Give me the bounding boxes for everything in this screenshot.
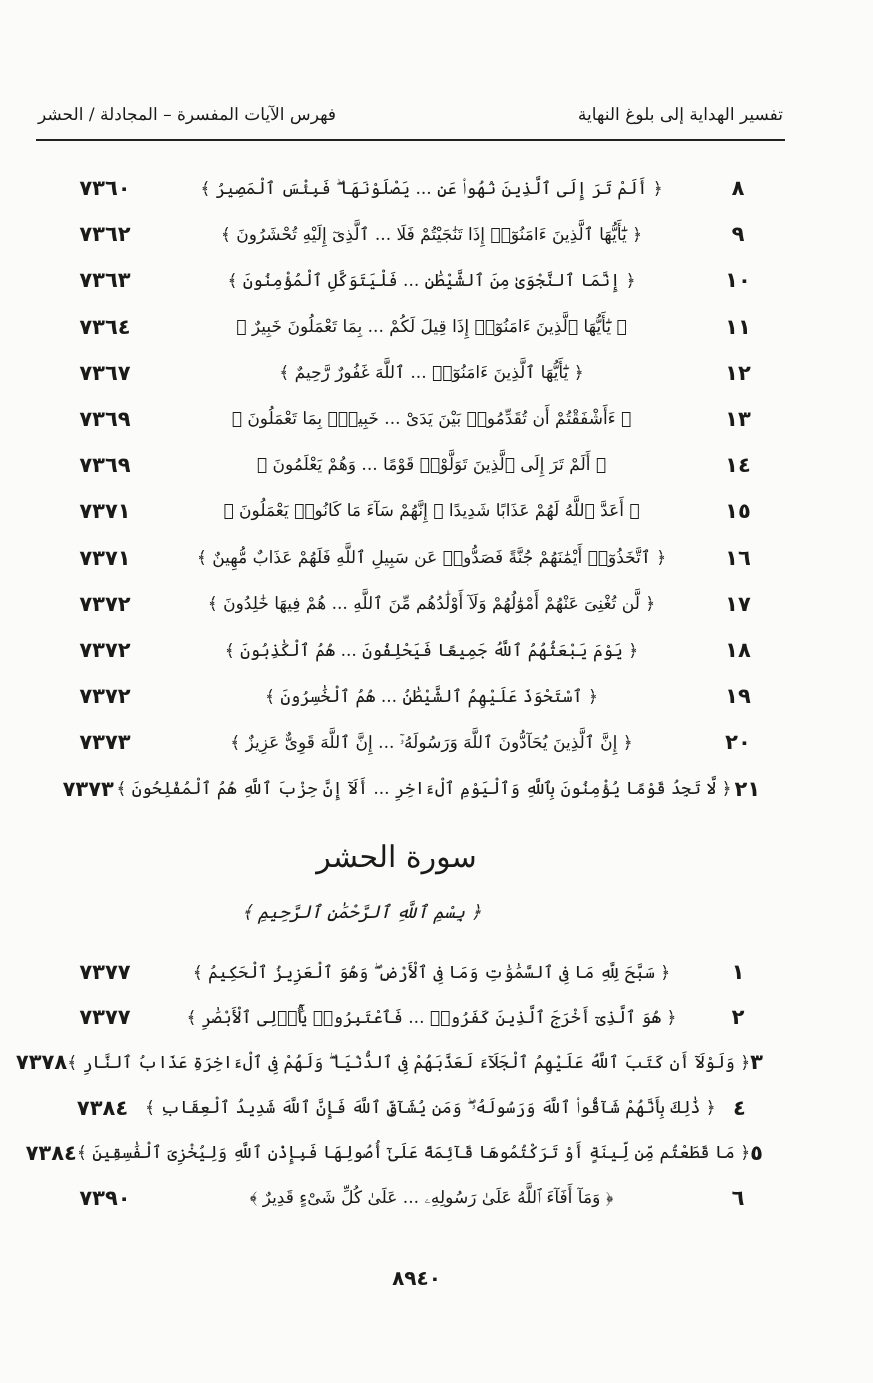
verse-text: ﴿ يَوْمَ يَبْعَثُهُمُ ٱللَّهُ جَمِيعًا فَيَحْلِفُونَ ... هُمُ ٱلْكَٰذِبُونَ ﴾ [224, 640, 639, 661]
section-title: فهرس الآيات المفسرة – المجادلة / الحشر [38, 105, 337, 125]
verse-number: ٣ [750, 1050, 763, 1075]
index-row [60, 584, 763, 624]
page-reference: ٧٣٧٨ [15, 1050, 68, 1075]
index-row [60, 1088, 763, 1128]
verse-number: ٢٠ [725, 730, 751, 755]
verse-number: ٩ [731, 222, 745, 247]
index-row [60, 399, 763, 439]
index-row [60, 214, 763, 254]
index-row [60, 676, 763, 716]
verse-text: ﴿ لَّا تَجِدُ قَوْمًا يُؤْمِنُونَ بِٱللَّهِ وَٱلْيَوْمِ ٱلْءَاخِرِ ... أَلَآ إِنَّ حِزْبَ ٱللَّهِ هُمُ ٱلْمُفْلِحُونَ ﴾ [116, 779, 732, 800]
verse-text: ﴿ ٱسْتَحْوَذَ عَلَيْهِمُ ٱلشَّيْطَٰنُ ... هُمُ ٱلْخَٰسِرُونَ ﴾ [265, 686, 598, 707]
index-row [60, 538, 763, 578]
verse-text: ﴿ ذَٰلِكَ بِأَنَّهُمْ شَآقُّوا۟ ٱللَّهَ وَرَسُولَهُۥ ۖ وَمَن يُشَآقِّ ٱللَّهَ فَإِنَّ ٱللَّهَ شَدِيدُ ٱلْعِقَابِ ﴾ [145, 1098, 716, 1119]
page-reference: ٧٣٧٢ [79, 684, 131, 709]
verse-number: ١٧ [725, 591, 751, 616]
page-reference: ٧٣٦٠ [79, 176, 131, 200]
verse-text: ﴿ سَبَّحَ لِلَّهِ مَا فِى ٱلسَّمَٰوَٰتِ وَمَا فِى ٱلْأَرْضِ ۖ وَهُوَ ٱلْعَزِيزُ ٱلْحَكِيمُ ﴾ [192, 962, 671, 983]
verse-number: ١ [731, 960, 745, 984]
header-rule [36, 139, 785, 141]
verse-text: ﴿ ءَأَشْفَقْتُمْ أَن تُقَدِّمُوا۟ بَيْنَ يَدَىْ ... خَبِيرٌۢ بِمَا تَعْمَلُونَ ﴾ [231, 409, 632, 429]
page-reference: ٧٣٦٢ [79, 222, 131, 247]
index-row [15, 1042, 763, 1082]
verse-number: ٤ [732, 1095, 746, 1120]
verse-number: ١٩ [725, 684, 751, 709]
page-reference: ٧٣٦٩ [79, 453, 131, 478]
verse-number: ١٢ [725, 360, 751, 385]
verse-number: ٢١ [734, 776, 761, 801]
page-reference: ٧٣٦٧ [79, 360, 131, 385]
book-title: تفسير الهداية إلى بلوغ النهاية [577, 105, 783, 125]
page-reference: ٧٣٧١ [79, 545, 131, 570]
verse-number: ١٥ [725, 499, 751, 524]
index-row [60, 307, 763, 347]
verse-text: ﴿ وَمَآ أَفَآءَ ٱللَّهُ عَلَىٰ رَسُولِهِۦ ... عَلَىٰ كُلِّ شَىْءٍ قَدِيرٌ ﴾ [249, 1188, 614, 1208]
footer-page-number: ٨٩٤٠ [392, 1266, 441, 1290]
verse-number: ١٦ [725, 545, 751, 570]
page-reference: ٧٣٧١ [79, 499, 131, 524]
verse-text: ﴿ وَلَوْلَآ أَن كَتَبَ ٱللَّهُ عَلَيْهِمُ ٱلْجَلَآءَ لَعَذَّبَهُمْ فِى ٱلدُّنْيَا ۖ وَلَهُمْ فِى ٱلْءَاخِرَةِ عَذَابُ ٱلنَّارِ ﴾ [67, 1052, 751, 1073]
verse-number: ١٤ [725, 453, 751, 478]
index-row [60, 952, 763, 992]
page-reference: ٧٣٧٢ [79, 638, 131, 662]
page-reference: ٧٣٦٣ [79, 268, 131, 293]
verse-text: ﴿ يَٰٓأَيُّهَا ٱلَّذِينَ ءَامَنُوٓا۟ ... ٱللَّهَ غَفُورٌ رَّحِيمٌ ﴾ [279, 363, 584, 384]
verse-number: ١٣ [725, 407, 751, 431]
page-reference: ٧٣٧٧ [79, 1005, 131, 1030]
index-row [60, 722, 763, 762]
index-row [60, 168, 763, 208]
page-reference: ٧٣٦٩ [79, 407, 131, 431]
page-reference: ٧٣٨٤ [76, 1095, 129, 1120]
index-row [60, 630, 763, 670]
page-reference: ٧٣٩٠ [79, 1186, 131, 1210]
verse-number: ٦ [731, 1186, 745, 1210]
index-row [60, 997, 763, 1037]
index-row [60, 1178, 763, 1218]
basmala: ﴿ بِسْمِ ٱللَّهِ ٱلرَّحْمَٰنِ ٱلرَّحِيمِ ﴾ [241, 902, 482, 923]
verse-text: ﴿ إِنَّ ٱلَّذِينَ يُحَآدُّونَ ٱللَّهَ وَرَسُولَهُۥٓ ... إِنَّ ٱللَّهَ قَوِىٌّ عَزِيزٌ ﴾ [230, 732, 633, 753]
page-reference: ٧٣٨٤ [25, 1140, 77, 1165]
verse-text: ﴿ أَعَدَّ ٱللَّهُ لَهُمْ عَذَابًا شَدِيدًا ۖ إِنَّهُمْ سَآءَ مَا كَانُوا۟ يَعْمَلُونَ ﴾ [223, 501, 640, 522]
page-reference: ٧٣٧٣ [79, 730, 131, 755]
page-reference: ٧٣٦٤ [79, 314, 131, 339]
index-row [60, 769, 763, 809]
index-row [60, 353, 763, 393]
verse-text: ﴿ أَلَمْ تَرَ إِلَى ٱلَّذِينَ نُهُوا۟ عَنِ ... يَصْلَوْنَهَا ۖ فَبِئْسَ ٱلْمَصِيرُ ﴾ [200, 178, 663, 199]
page-reference: ٧٣٧٣ [62, 776, 114, 801]
running-header [38, 100, 783, 130]
index-row [60, 260, 763, 300]
verse-text: ﴿ يَٰٓأَيُّهَا ٱلَّذِينَ ءَامَنُوٓا۟ إِذَا تَنَٰجَيْتُمْ فَلَا ... ٱلَّذِىٓ إِلَيْهِ تُحْشَرُونَ ﴾ [220, 224, 643, 245]
verse-number: ١٠ [725, 268, 751, 293]
verse-text: ﴿ يَٰٓأَيُّهَا ٱلَّذِينَ ءَامَنُوٓا۟ إِذَا قِيلَ لَكُمْ ... بِمَا تَعْمَلُونَ خَبِيرٌ ﴾ [236, 316, 627, 337]
verse-text: ﴿ أَلَمْ تَرَ إِلَى ٱلَّذِينَ تَوَلَّوْا۟ قَوْمًا ... وَهُمْ يَعْلَمُونَ ﴾ [256, 455, 607, 476]
index-row [60, 491, 763, 531]
verse-number: ٥ [750, 1140, 763, 1165]
page-reference: ٧٣٧٧ [79, 960, 131, 984]
verse-text: ﴿ ٱتَّخَذُوٓا۟ أَيْمَٰنَهُمْ جُنَّةً فَصَدُّوا۟ عَن سَبِيلِ ٱللَّهِ فَلَهُمْ عَذَابٌ مُّهِينٌ ﴾ [196, 548, 667, 569]
verse-text: ﴿ إِنَّمَا ٱلنَّجْوَىٰ مِنَ ٱلشَّيْطَٰنِ ... فَلْيَتَوَكَّلِ ٱلْمُؤْمِنُونَ ﴾ [227, 270, 636, 291]
page-reference: ٧٣٧٢ [79, 591, 131, 616]
verse-text: ﴿ هُوَ ٱلَّذِىٓ أَخْرَجَ ٱلَّذِينَ كَفَرُوا۟ ... فَٱعْتَبِرُوا۟ يَٰٓأُو۟لِى ٱلْأَبْصَٰرِ ﴾ [186, 1007, 677, 1028]
verse-number: ٨ [731, 176, 745, 200]
verse-text: ﴿ مَا قَطَعْتُم مِّن لِّينَةٍ أَوْ تَرَكْتُمُوهَا قَآئِمَةً عَلَىٰٓ أُصُولِهَا فَبِإِذْنِ ٱللَّهِ وَلِيُخْزِىَ ٱلْفَٰسِقِينَ ﴾ [76, 1143, 751, 1164]
index-row [25, 1133, 763, 1173]
verse-text: ﴿ لَّن تُغْنِىَ عَنْهُمْ أَمْوَٰلُهُمْ وَلَآ أَوْلَٰدُهُم مِّنَ ٱللَّهِ ... هُمْ فِيهَا خَٰلِدُونَ ﴾ [207, 594, 656, 615]
verse-number: ٢ [731, 1005, 745, 1030]
surah-title: سورة الحشر [316, 840, 477, 875]
verse-number: ١١ [725, 314, 751, 339]
index-row [60, 445, 763, 485]
verse-number: ١٨ [725, 638, 751, 662]
